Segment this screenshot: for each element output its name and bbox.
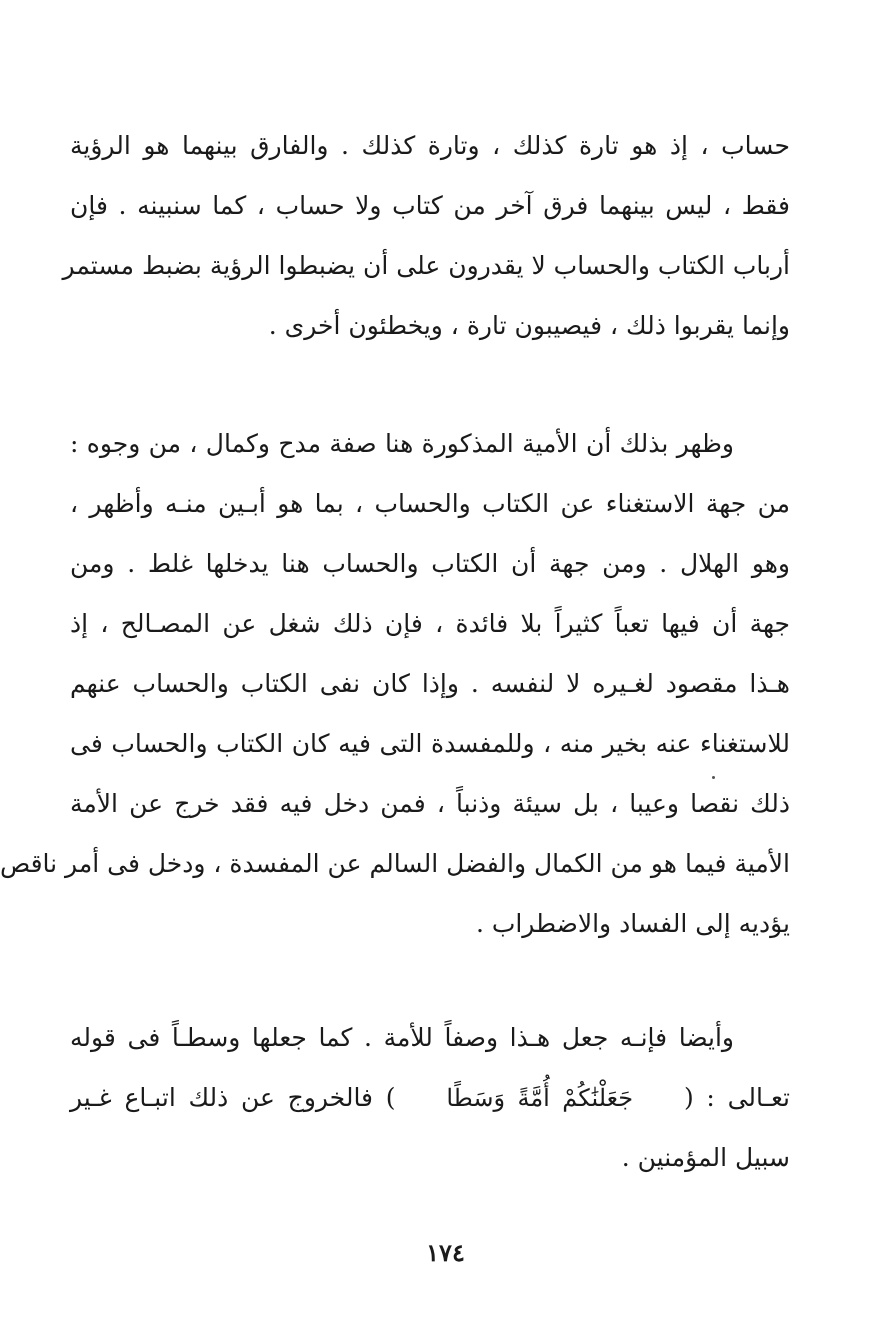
text-line: وأيضا فإنـه جعل هـذا وصفاً للأمة . كما جعلها وسطـاً فى قوله: [70, 1023, 734, 1052]
text-line: وإنما يقربوا ذلك ، فيصيبون تارة ، ويخطئون أخرى .: [268, 311, 790, 340]
paragraph-1: [62, 116, 790, 356]
text-line: من جهة الاستغناء عن الكتاب والحساب ، بما هو أبـين منـه وأظهر ،: [70, 489, 790, 518]
page-number: ١٧٤: [426, 1238, 465, 1267]
text-line: فقط ، ليس بينهما فرق آخر من كتاب ولا حساب ، كما سنبينه . فإن: [70, 191, 790, 220]
text-line: للاستغناء عنه بخير منه ، وللمفسدة التى فيه كان الكتاب والحساب فى: [70, 729, 790, 758]
text-line: سبيل المؤمنين .: [621, 1143, 790, 1172]
scan-speck: [712, 776, 715, 779]
paragraph-3: [70, 1008, 790, 1188]
text-line: يؤديه إلى الفساد والاضطراب .: [475, 909, 790, 938]
text-line: وهو الهلال . ومن جهة أن الكتاب والحساب هنا يدخلها غلط . ومن: [70, 549, 790, 578]
text-line-with-verse: [70, 1068, 790, 1128]
quranic-verse: جَعَلْنَٰكُمْ أُمَّةً وَسَطًا: [446, 1084, 634, 1112]
text-line: ذلك نقصا وعيبا ، بل سيئة وذنباً ، فمن دخل فيه فقد خرج عن الأمة: [70, 789, 790, 818]
paragraph-2: [0, 414, 790, 954]
text-line: هـذا مقصود لغـيره لا لنفسه . وإذا كان نفى الكتاب والحساب عنهم: [70, 669, 790, 698]
text-fragment: ) فالخروج عن ذلك اتبـاع غـير: [70, 1083, 396, 1112]
text-line: جهة أن فيها تعباً كثيراً بلا فائدة ، فإن ذلك شغل عن المصـالح ، إذ: [70, 609, 790, 638]
text-line: وظهر بذلك أن الأمية المذكورة هنا صفة مدح وكمال ، من وجوه :: [70, 429, 734, 458]
text-line: حساب ، إذ هو تارة كذلك ، وتارة كذلك . والفارق بينهما هو الرؤية: [70, 131, 790, 160]
text-line: الأمية فيما هو من الكمال والفضل السالم عن المفسدة ، ودخل فى أمر ناقص: [0, 849, 790, 878]
text-line: أرباب الكتاب والحساب لا يقدرون على أن يضبطوا الرؤية بضبط مستمر: [62, 251, 790, 280]
text-fragment: تعـالى : (: [683, 1083, 790, 1112]
